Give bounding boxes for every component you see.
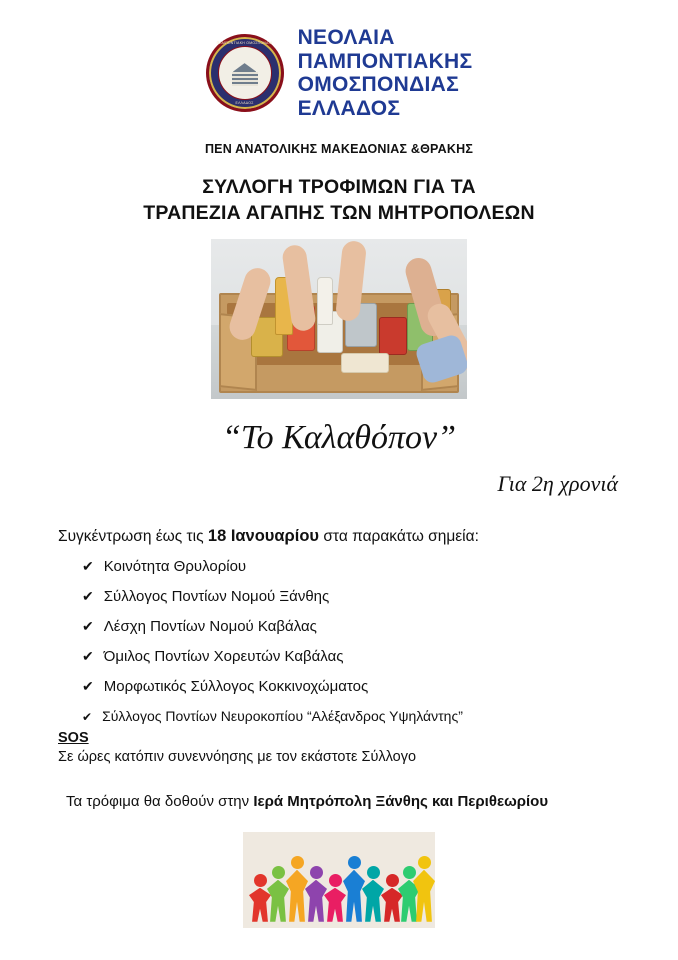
donation-photo-scene <box>211 239 467 399</box>
sos-label: SOS <box>58 729 89 746</box>
list-item-label: Σύλλογος Ποντίων Νομού Ξάνθης <box>103 587 330 605</box>
list-item <box>82 648 678 665</box>
list-item <box>82 618 678 635</box>
list-item <box>82 708 678 724</box>
check-icon: ✔ <box>82 557 94 574</box>
list-item-label: Λέσχη Ποντίων Νομού Καβάλας <box>103 617 317 635</box>
donation-photo <box>211 239 467 399</box>
list-item-label: Μορφωτικός Σύλλογος Κοκκινοχώματος <box>103 677 369 695</box>
delivery-destination: Ιερά Μητρόπολη Ξάνθης και Περιθεωρίου <box>253 792 549 810</box>
page-title <box>0 174 678 227</box>
collection-prefix: Συγκέντρωση έως τις <box>58 527 208 545</box>
photo-can <box>379 317 407 355</box>
collection-points-list <box>0 558 678 724</box>
list-item-label: Σύλλογος Ποντίων Νευροκοπίου “Αλέξανδρος Υψηλάντης” <box>102 707 463 724</box>
check-icon: ✔ <box>82 617 94 634</box>
org-line-4: ΕΛΛΑΔΟΣ <box>297 96 401 120</box>
list-item <box>82 678 678 695</box>
figure <box>413 856 435 922</box>
check-icon: ✔ <box>82 647 94 664</box>
photo-bottle <box>317 277 333 325</box>
org-line-1: ΝΕΟΛΑΙΑ <box>297 26 395 49</box>
org-line-3: ΟΜΟΣΠΟΝΔΙΑΣ <box>297 73 459 97</box>
photo-rice-pack <box>341 353 389 373</box>
collection-suffix: στα παρακάτω σημεία: <box>319 527 479 545</box>
page-title-line-1: ΣΥΛΛΟΓΗ ΤΡΟΦΙΜΩΝ ΓΙΑ ΤΑ <box>202 176 476 199</box>
check-icon: ✔ <box>82 587 94 604</box>
regional-subtitle: ΠΕΝ ΑΝΑΤΟΛΙΚΗΣ ΜΑΚΕΔΟΝΙΑΣ &ΘΡΑΚΗΣ <box>204 142 474 157</box>
check-icon: ✔ <box>82 677 94 694</box>
list-item-label: Όμιλος Ποντίων Χορευτών Καβάλας <box>103 647 344 665</box>
org-line-2: ΠΑΜΠΟΝΤΙΑΚΗΣ <box>297 49 473 73</box>
emblem-text-bottom: ΕΛΛΑΔΟΣ <box>235 101 254 106</box>
people-group-logo <box>243 832 435 928</box>
delivery-prefix: Τα τρόφιμα θα δοθούν στην <box>66 792 254 810</box>
collection-deadline-line <box>0 527 678 546</box>
emblem-crest-bars <box>232 72 258 86</box>
list-item <box>82 588 678 605</box>
sos-note: Σε ώρες κατόπιν συνεννόησης με τον εκάστοτε Σύλλογο <box>58 748 417 765</box>
header-logo-block <box>0 0 678 120</box>
organization-name <box>298 26 473 120</box>
campaign-second-year: Για 2η χρονιά <box>497 470 618 496</box>
page-title-line-2: ΤΡΑΠΕΖΙΑ ΑΓΑΠΗΣ ΤΩΝ ΜΗΤΡΟΠΟΛΕΩΝ <box>143 202 535 225</box>
federation-emblem-icon <box>206 34 284 112</box>
list-item-label: Κοινότητα Θρυλορίου <box>103 557 247 575</box>
collection-date: 18 Ιανουαρίου <box>207 526 320 545</box>
emblem-text-top: ΠΑΜΠΟΝΤΙΑΚΗ ΟΜΟΣΠΟΝΔΙΑ <box>216 41 273 46</box>
list-item <box>82 558 678 575</box>
check-icon: ✔ <box>82 709 93 724</box>
delivery-line <box>0 793 678 810</box>
campaign-name: “Το Καλαθόπον” <box>221 418 457 456</box>
